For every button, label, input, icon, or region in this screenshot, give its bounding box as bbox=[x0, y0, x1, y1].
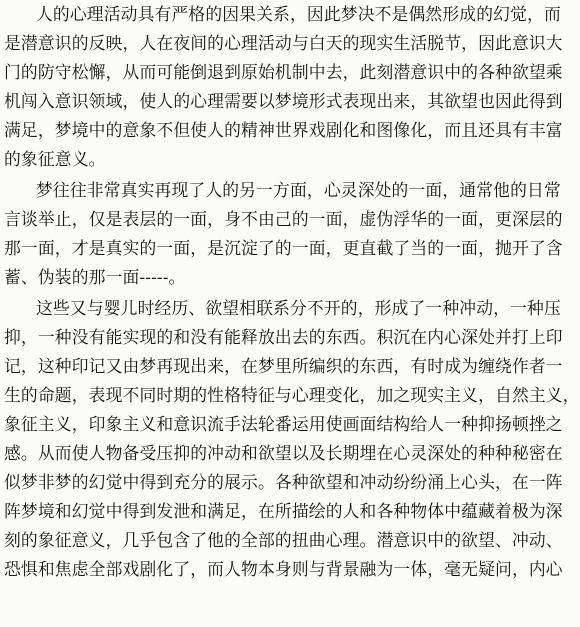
paragraph-3-line-7: 似梦非梦的幻觉中得到充分的展示。各种欲望和冲动纷纷涌上心头，在一阵 bbox=[4, 472, 563, 492]
paragraph-3-line-5: 象征主义，印象主义和意识流手法轮番运用使画面结构给人一种抑扬顿挫之 bbox=[4, 414, 563, 434]
paragraph-3-line-3: 记，这种印记又由梦再现出来，在梦里所编织的东西，有时成为缠绕作者一 bbox=[4, 356, 563, 376]
paragraph-1-line-3: 门的防守松懈，从而可能倒退到原始机制中去，此刻潜意识中的各种欲望乘 bbox=[4, 62, 563, 82]
paragraph-3-line-9: 刻的象征意义，几乎包含了他的全部的扭曲心理。潜意识中的欲望、冲动、 bbox=[4, 530, 563, 550]
paragraph-1-line-4: 机闯入意识领域，使人的心理需要以梦境形式表现出来，其欲望也因此得到 bbox=[4, 91, 563, 111]
paragraph-3-line-8: 阵梦境和幻觉中得到发泄和满足，在所描绘的人和各种物体中蕴藏着极为深 bbox=[4, 501, 563, 521]
paragraph-3-line-4: 生的命题，表现不同时期的性格特征与心理变化，加之现实主义，自然主义， bbox=[4, 385, 580, 405]
paragraph-1-line-5: 满足，梦境中的意象不但使人的精神世界戏剧化和图像化，而且还具有丰富 bbox=[4, 120, 563, 140]
paragraph-3-line-2: 抑，一种没有能实现的和没有能释放出去的东西。积沉在内心深处并打上印 bbox=[4, 327, 563, 347]
paragraph-2-line-4: 蓄、伪装的那一面-----。 bbox=[4, 267, 186, 287]
paragraph-3-line-1: 这些又与婴儿时经历、欲望相联系分不开的，形成了一种冲动，一种压 bbox=[36, 298, 561, 318]
paragraph-3-line-6: 感。从而使人物备受压抑的冲动和欲望以及长期埋在心灵深处的种种秘密在 bbox=[4, 443, 563, 463]
paragraph-2-line-1: 梦往往非常真实再现了人的另一方面，心灵深处的一面，通常他的日常 bbox=[36, 180, 561, 200]
paragraph-2-line-2: 言谈举止，仅是表层的一面，身不由己的一面，虚伪浮华的一面，更深层的 bbox=[4, 209, 563, 229]
paragraph-1-line-6: 的象征意义。 bbox=[4, 149, 106, 169]
paragraph-3-line-10: 恐惧和焦虑全部戏剧化了，而人物本身则与背景融为一体，毫无疑问，内心 bbox=[4, 559, 563, 579]
paragraph-1-line-1: 人的心理活动具有严格的因果关系，因此梦决不是偶然形成的幻觉，而 bbox=[36, 4, 561, 24]
paragraph-1-line-2: 是潜意识的反映，人在夜间的心理活动与白天的现实生活脱节，因此意识大 bbox=[4, 33, 563, 53]
paragraph-2-line-3: 那一面，才是真实的一面，是沉淀了的一面，更直截了当的一面，抛开了含 bbox=[4, 238, 563, 258]
